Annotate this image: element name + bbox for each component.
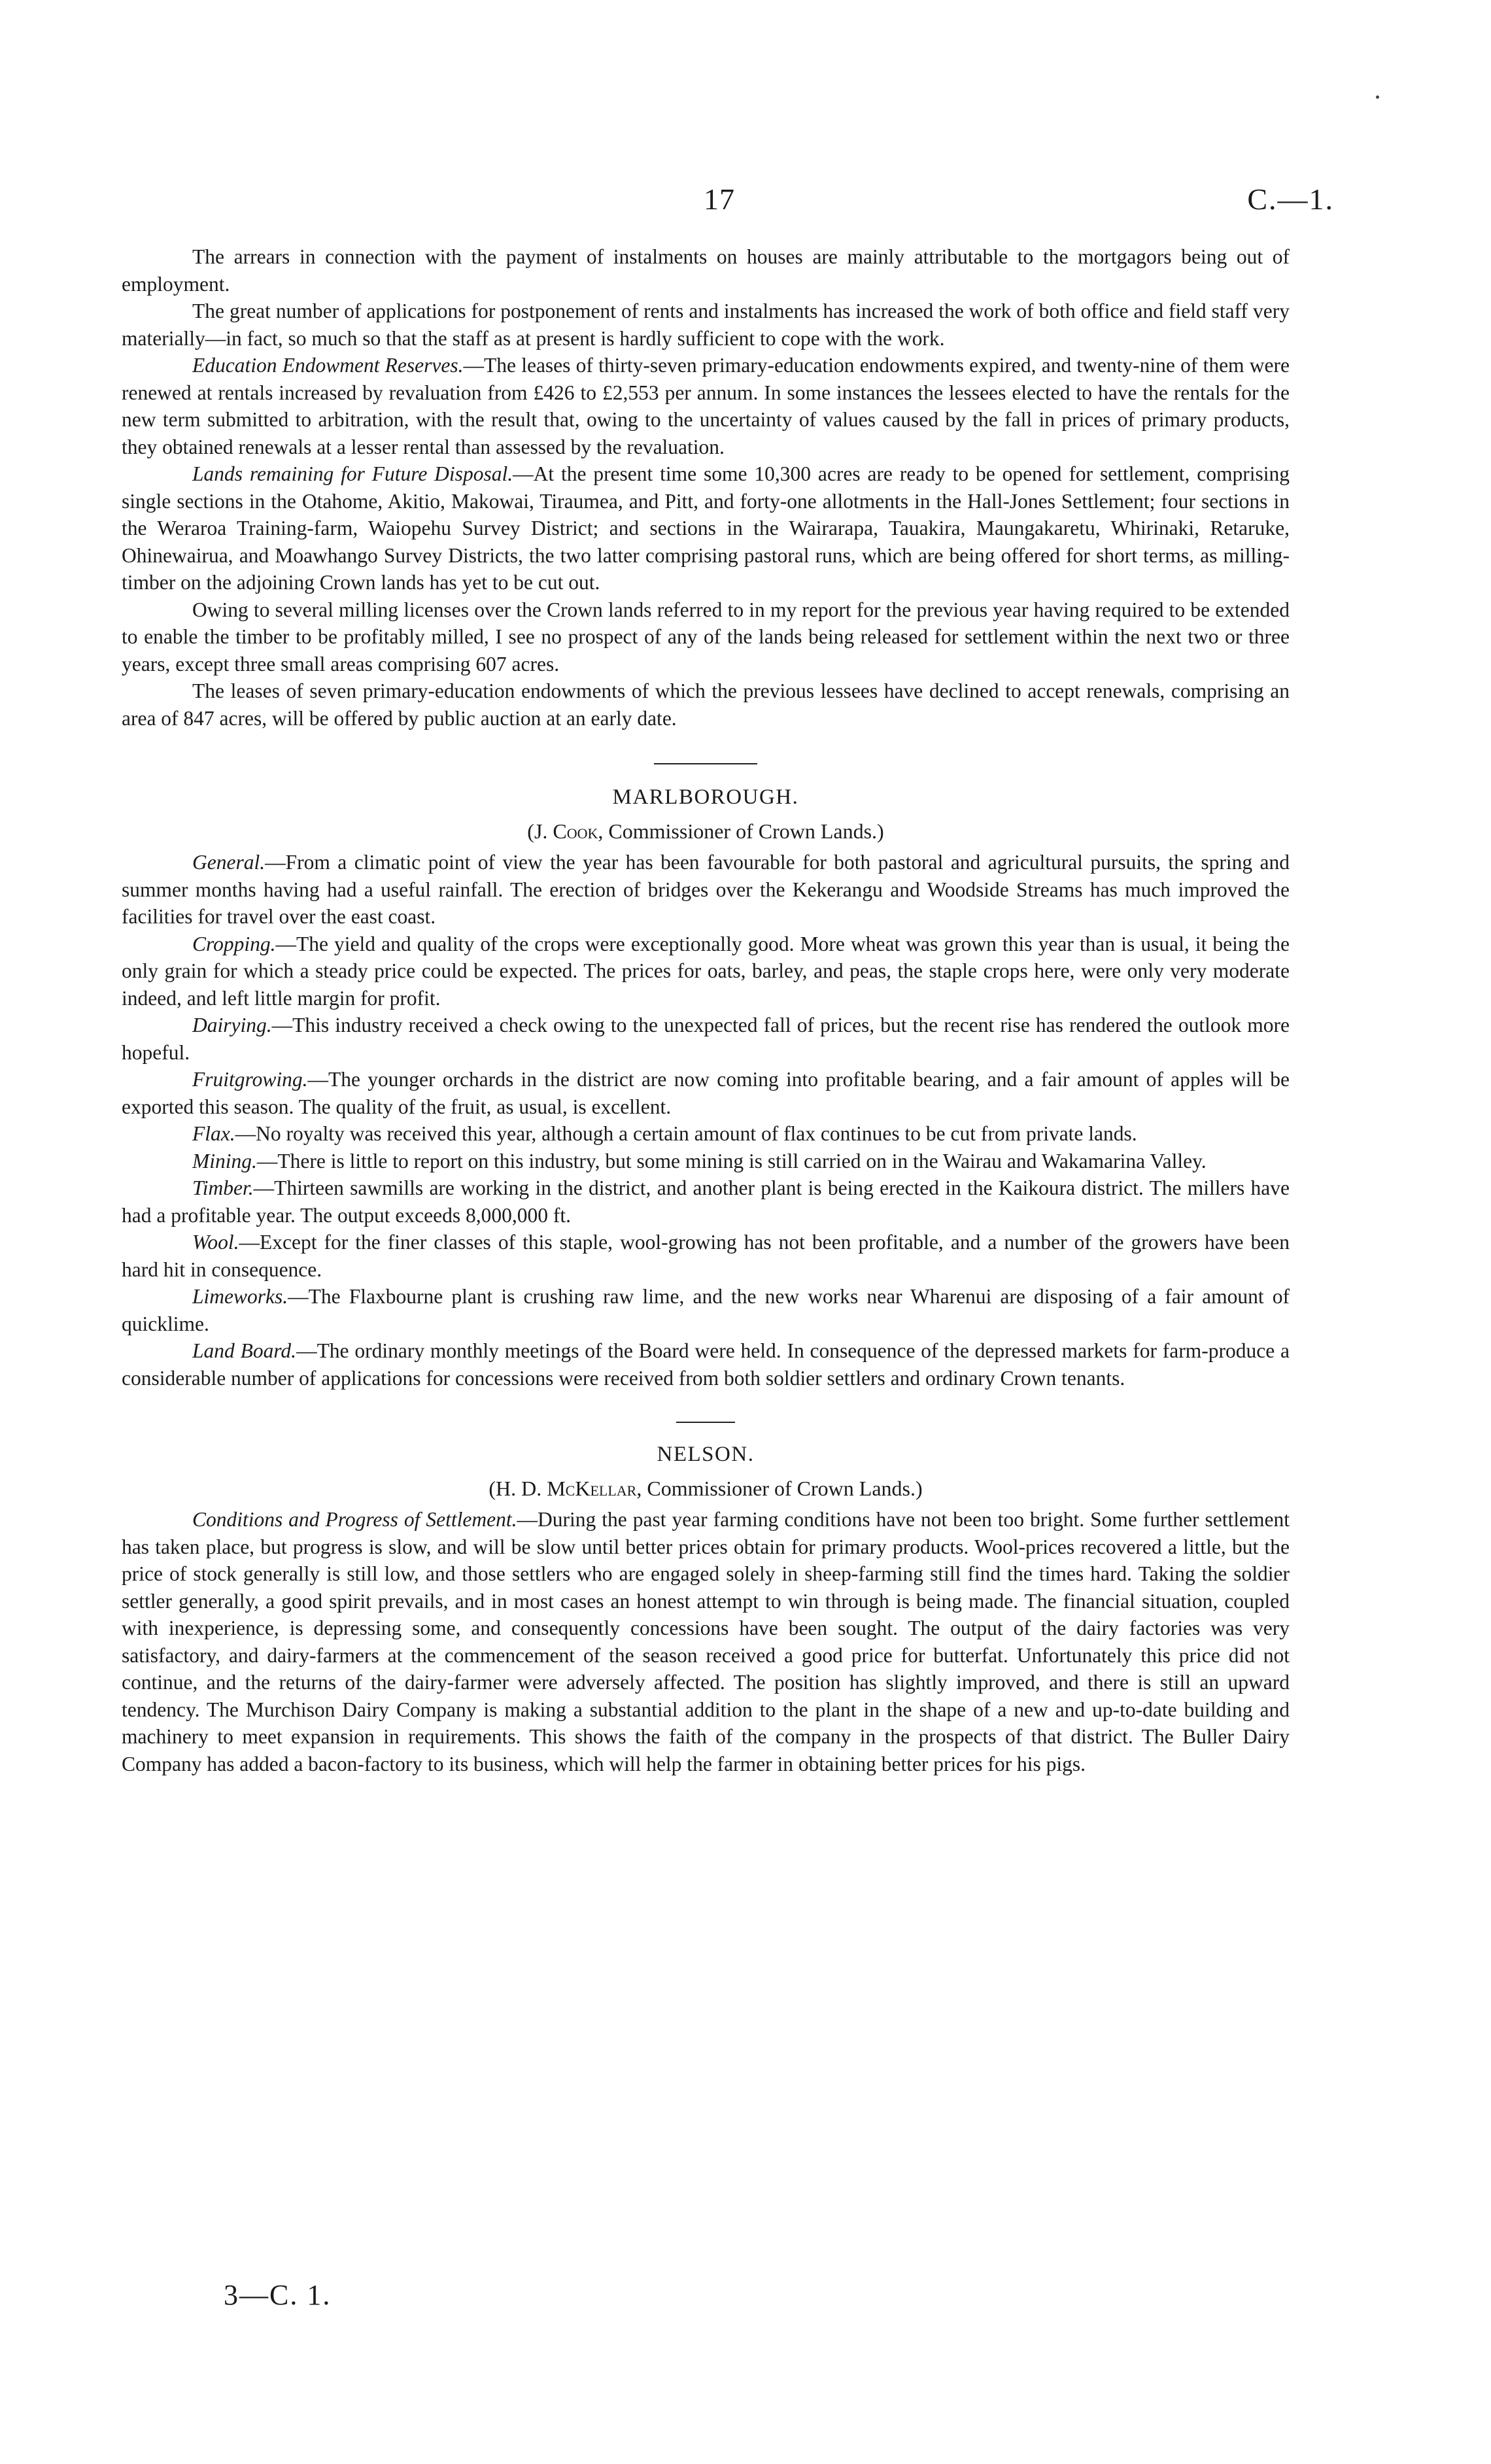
nelson-heading: NELSON.: [657, 1443, 755, 1466]
paragraph-text: —The younger orchards in the district are now coming into profitable bearing, and a fair amount of apples will be exported this season. The quality of the fruit, as usual, is excellent.: [122, 1068, 1290, 1118]
commissioner-name: Cook: [553, 819, 598, 843]
paragraph-label: Land Board.: [192, 1339, 297, 1362]
document-reference: C.—1.: [1247, 182, 1334, 216]
paragraph-text: —From a climatic point of view the year has been favourable for both pastoral and agricultural pursuits, the spring and summer months having had a useful rainfall. The erection of bridges over the Kekerangu and Woodside Streams has much improved the facilities for travel over the east coast.: [122, 851, 1290, 928]
paragraph-text: —This industry received a check owing to the unexpected fall of prices, but the recent rise has rendered the outlook more hopeful.: [122, 1014, 1290, 1064]
paragraph-flax: [122, 1120, 1290, 1148]
paragraph-text: —There is little to report on this industry, but some mining is still carried on in the Wairau and Wakamarina Valley.: [256, 1149, 1207, 1172]
paragraph-text: —At the present time some 10,300 acres are ready to be opened for settlement, comprising single sections in the Otahome, Akitio, Makowai, Tiraumea, and Pitt, and forty-one allotments in the Hall-Jones Settlement; four sections in the Weraroa Training-farm, Waiopehu Survey District; and sections in the Wairarapa, Tauakira, Maungakaretu, Whirinaki, Retaruke, Ohinewairua, and Moawhango Survey Districts, the two latter comprising pastoral runs, which are being offered for short terms, as milling-timber on the adjoining Crown lands has yet to be cut out.: [122, 462, 1290, 594]
paragraph-label: General.: [192, 851, 266, 874]
paragraph-label: Lands remaining for Future Disposal.: [192, 462, 513, 485]
paragraph-label: Limeworks.: [192, 1285, 288, 1308]
paragraph-applications: The great number of applications for postponement of rents and instalments has increased the work of both office and field staff very materially—in fact, so much so that the staff as at present is hardly sufficient to cope with the work.: [122, 299, 1290, 350]
print-speck: [1376, 95, 1379, 99]
paragraph-conditions-progress: [122, 1506, 1290, 1777]
paragraph-text: —The leases of thirty-seven primary-education endowments expired, and twenty-nine of them were renewed at rentals increased by revaluation from £426 to £2,553 per annum. In some instances the lessees elected to have the rentals for the new term submitted to arbitration, with the result that, owing to the uncertainty of values caused by the fall in prices of primary products, they obtained renewals at a lesser rental than assessed by the revaluation.: [122, 354, 1290, 458]
paragraph-label: Conditions and Progress of Settlement.: [192, 1508, 517, 1531]
marlborough-paragraphs: [122, 849, 1290, 1392]
paragraph-label: Flax.: [192, 1122, 235, 1145]
page-number: 17: [704, 182, 735, 216]
paragraph-text: —The ordinary monthly meetings of the Board were held. In consequence of the depressed markets for farm-produce a considerable number of applications for concessions were received from both soldier settlers and ordinary Crown tenants.: [122, 1339, 1290, 1390]
paragraph-mining: [122, 1148, 1290, 1175]
paragraph-general: [122, 849, 1290, 931]
paragraph-label: Dairying.: [192, 1014, 272, 1036]
nelson-commissioner: (H. D. McKellar, Commissioner of Crown Lands.): [488, 1476, 923, 1500]
paragraph-milling-licenses: Owing to several milling licenses over the Crown lands referred to in my report for the previous year having required to be extended to enable the timber to be profitably milled, I see no prospect of any of the lands being released for settlement within the next two or three years, except three small areas comprising 607 acres.: [122, 598, 1290, 676]
paragraph-label: Cropping.: [192, 932, 276, 955]
paragraph-label: Education Endowment Reserves.: [192, 354, 464, 377]
section-divider: [654, 763, 757, 764]
paragraph-timber: [122, 1174, 1290, 1229]
paragraph-lands-remaining: [122, 460, 1290, 596]
paragraph-text: —Thirteen sawmills are working in the district, and another plant is being erected in the Kaikoura district. The millers have had a profitable year. The output exceeds 8,000,000 ft.: [122, 1176, 1290, 1227]
paragraph-education-endowment: [122, 352, 1290, 460]
paragraph-land-board: [122, 1337, 1290, 1392]
paragraph-cropping: [122, 931, 1290, 1012]
paragraph-seven-endowments: The leases of seven primary-education endowments of which the previous lessees have declined to accept renewals, comprising an area of 847 acres, will be offered by public auction at an early date.: [122, 679, 1290, 730]
paragraph-text: —The Flaxbourne plant is crushing raw lime, and the new works near Wharenui are disposing of a fair amount of quicklime.: [122, 1285, 1290, 1335]
marlborough-commissioner: (J. Cook, Commissioner of Crown Lands.): [527, 819, 884, 843]
paragraph-text: —Except for the finer classes of this staple, wool-growing has not been profitable, and a number of the growers have been hard hit in consequence.: [122, 1231, 1290, 1281]
document-body: [122, 243, 1290, 1777]
marlborough-heading: MARLBOROUGH.: [612, 785, 799, 809]
paragraph-label: Timber.: [192, 1176, 254, 1199]
paragraph-text: —The yield and quality of the crops were exceptionally good. More wheat was grown this year than is usual, it being the only grain for which a steady price could be expected. The prices for oats, barley, and peas, the staple crops here, were only very moderate indeed, and left little margin for profit.: [122, 932, 1290, 1010]
paragraph-label: Fruitgrowing.: [192, 1068, 308, 1091]
commissioner-name: McKellar: [547, 1476, 637, 1500]
paragraph-dairying: [122, 1012, 1290, 1066]
section-divider: [676, 1422, 735, 1423]
paragraph-limeworks: [122, 1283, 1290, 1337]
paragraph-fruitgrowing: [122, 1066, 1290, 1120]
paragraph-wool: [122, 1229, 1290, 1283]
paragraph-text: —During the past year farming conditions have not been too bright. Some further settlement has taken place, but progress is slow, and will be slow until better prices obtain for primary products. Wool-prices recovered a little, but the price of stock generally is still low, and those settlers who are engaged solely in sheep-farming still find the times hard. Taking the soldier settler generally, a good spirit prevails, and in most cases an honest attempt to win through is being made. The financial situation, coupled with inexperience, is depressing some, and consequently concessions have been sought. The output of the dairy factories was very satisfactory, and dairy-farmers at the commencement of the season received a good price for butterfat. Unfortunately this price did not continue, and the returns of the dairy-farmer were adversely affected. The position has slightly improved, and there is still an upward tendency. The Murchison Dairy Company is making a substantial addition to the plant in the shape of a new and up-to-date building and machinery to meet expansion in requirements. This shows the faith of the company in the prospects of that district. The Buller Dairy Company has added a bacon-factory to its business, which will help the farmer in obtaining better prices for his pigs.: [122, 1508, 1290, 1775]
paragraph-label: Mining.: [192, 1149, 257, 1172]
paragraph-label: Wool.: [192, 1231, 239, 1254]
paragraph-text: —No royalty was received this year, although a certain amount of flax continues to be cut from private lands.: [235, 1122, 1137, 1145]
signature-mark: 3—C. 1.: [224, 2279, 332, 2311]
paragraph-arrears: The arrears in connection with the payment of instalments on houses are mainly attributable to the mortgagors being out of employment.: [122, 245, 1290, 296]
